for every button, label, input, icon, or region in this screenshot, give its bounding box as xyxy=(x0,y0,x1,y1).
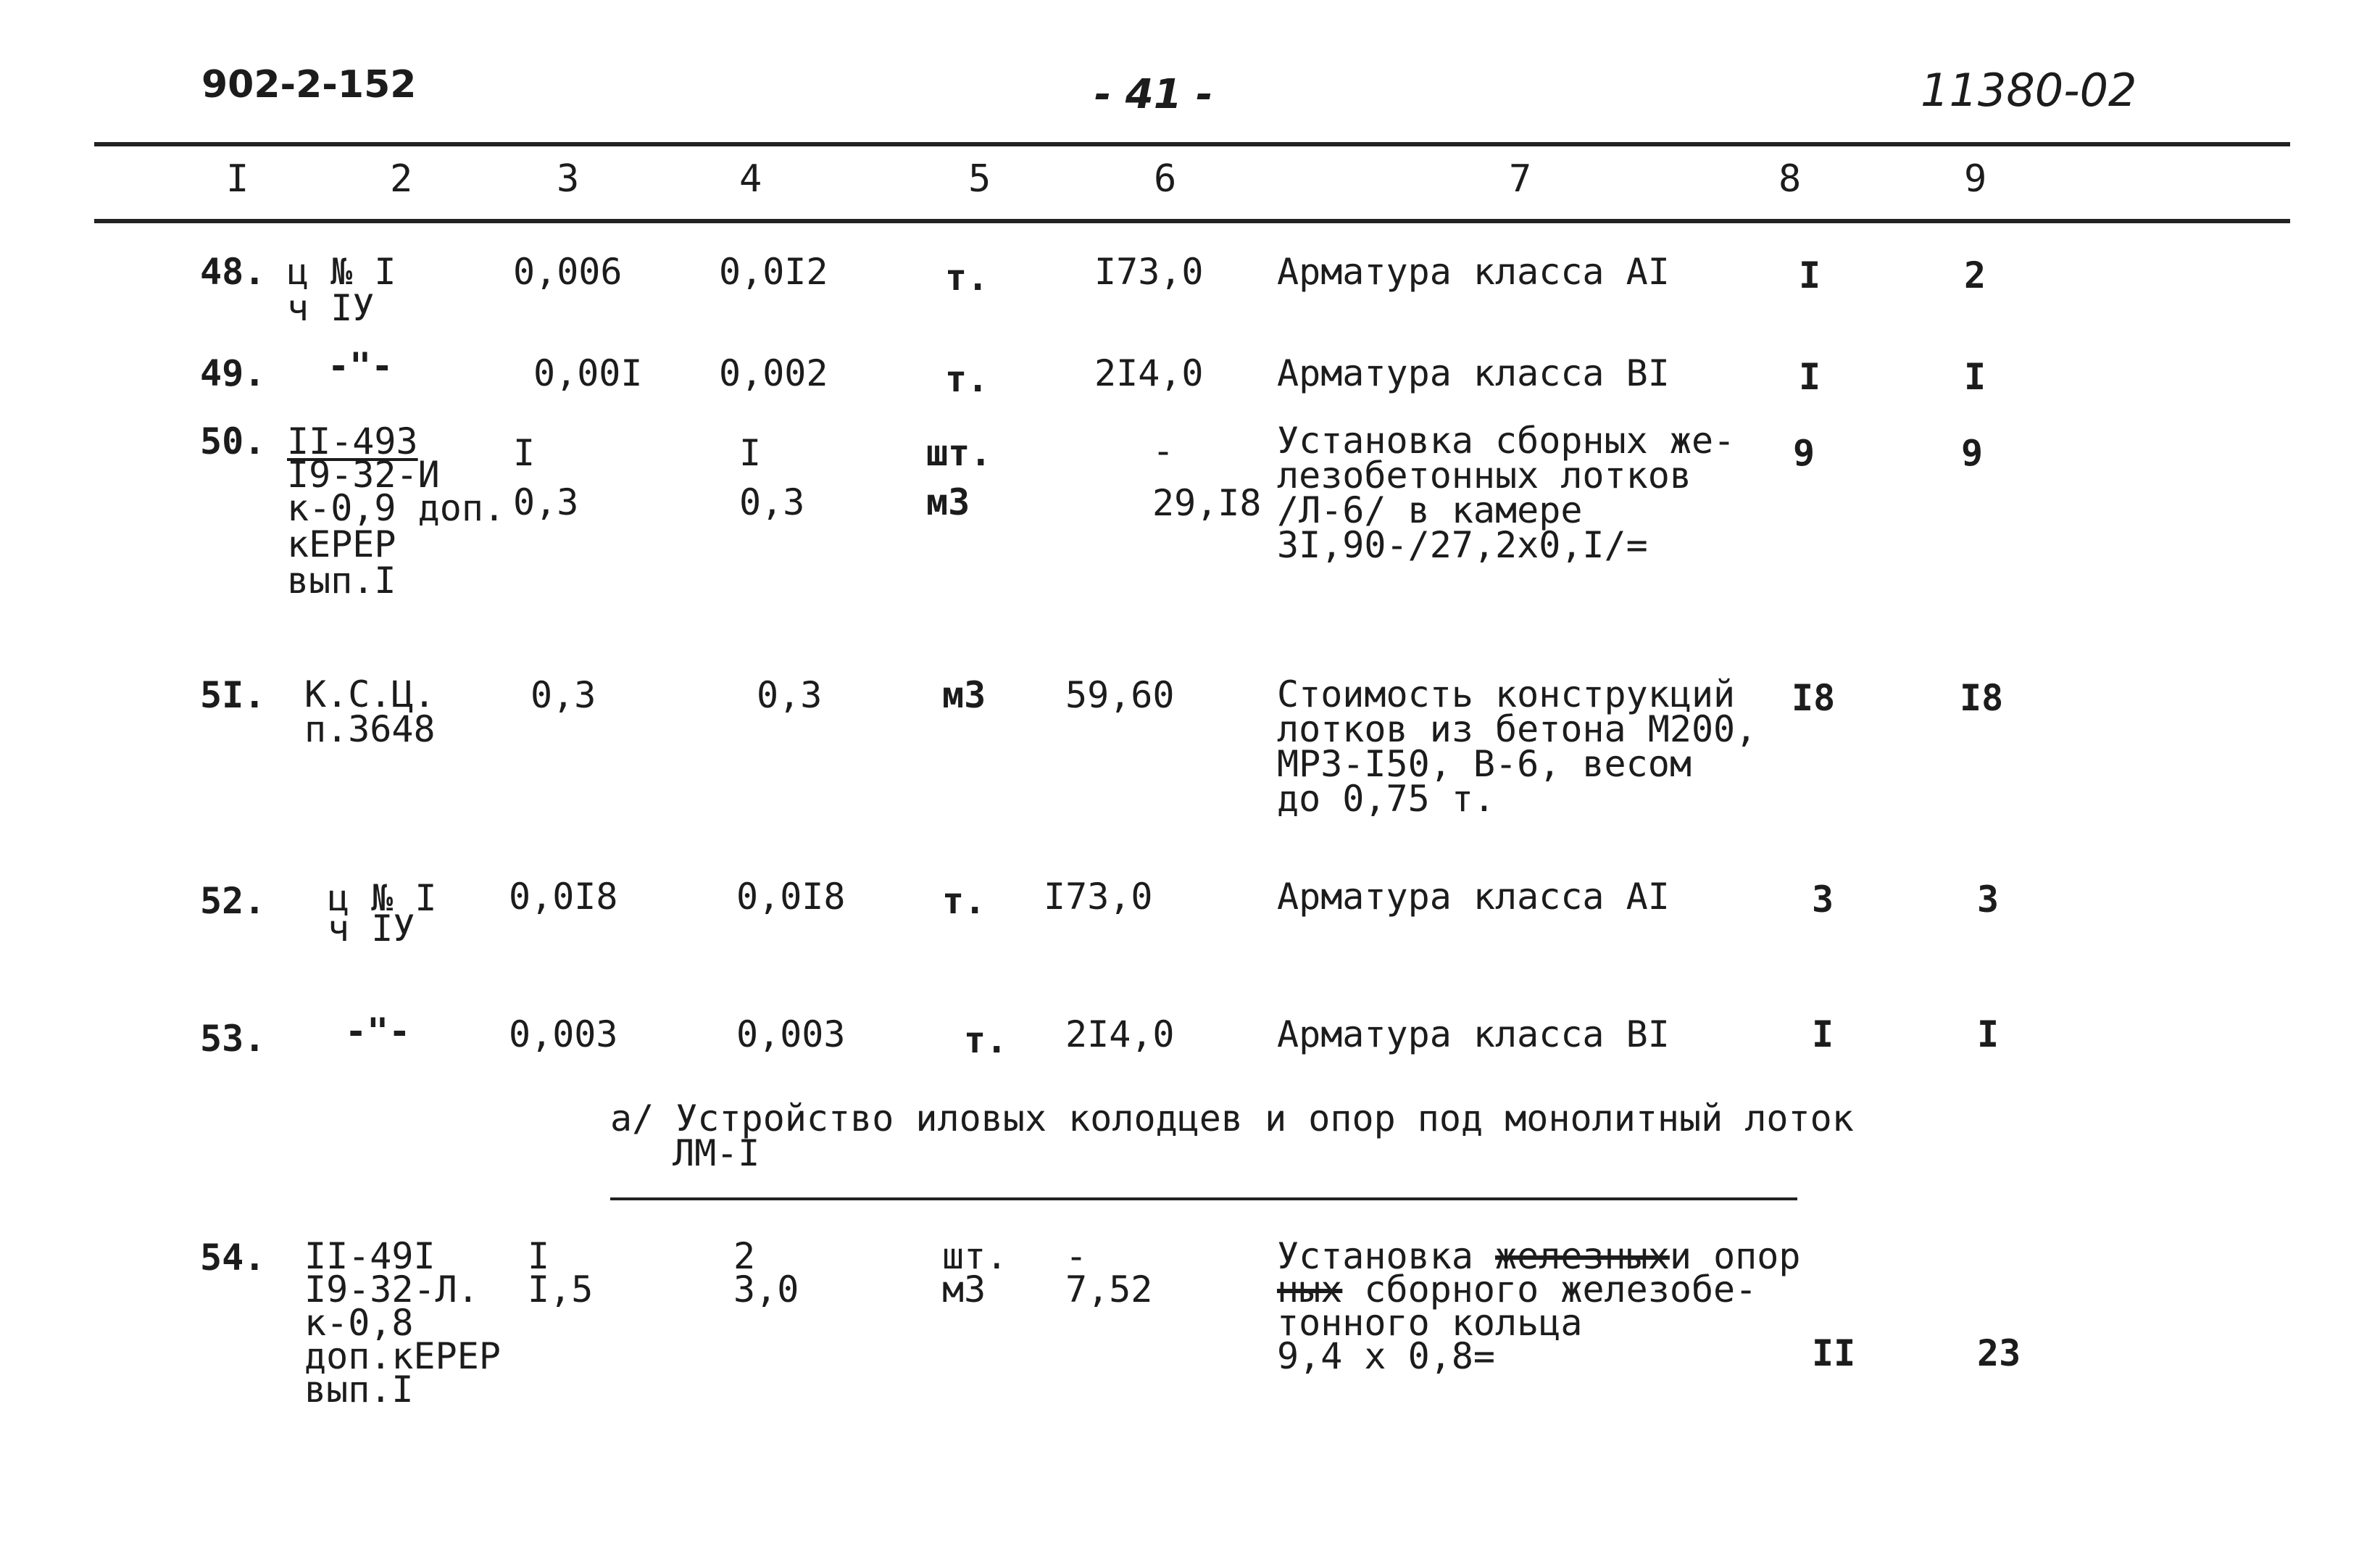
row-number: 5I. xyxy=(200,674,266,716)
norm-reference: II-49I I9-32-Л. к-0,8 доп.кЕРЕР вып.I xyxy=(304,1235,501,1411)
col-header-3: 3 xyxy=(557,157,580,201)
description-text: и опор xyxy=(1669,1235,1801,1277)
work-description: Установка сборных же- лезобетонных лотков /Л-6/ в камере 3I,90-/27,2х0,I/= xyxy=(1277,420,1736,566)
col9-value: I xyxy=(1977,1013,2000,1055)
quantity-per-unit: 0,00I xyxy=(533,352,643,394)
work-description: Арматура класса ВI xyxy=(1277,1013,1670,1055)
work-description: Арматура класса АI xyxy=(1277,876,1670,918)
quantity-per-unit: I 0,3 xyxy=(513,432,579,523)
quantity-total: 0,0I2 xyxy=(719,251,828,293)
row-number: 53. xyxy=(200,1018,266,1060)
quantity-total: 0,0I8 xyxy=(736,876,846,918)
col-header-8: 8 xyxy=(1778,157,1802,201)
norm-reference-numerator: II-493 xyxy=(287,420,418,462)
quantity-per-unit: I I,5 xyxy=(528,1235,594,1311)
header-rule-bottom xyxy=(94,219,2290,223)
description-text: сборного железобе- xyxy=(1342,1268,1757,1311)
work-description xyxy=(1277,1235,1801,1377)
col-header-4: 4 xyxy=(739,157,762,201)
quantity-total: 0,003 xyxy=(736,1013,846,1055)
row-number: 52. xyxy=(200,880,266,922)
archive-number: 11380-02 xyxy=(1921,64,2137,117)
col9-value: 2 xyxy=(1964,254,1986,296)
quantity-per-unit: 0,006 xyxy=(513,251,623,293)
row-number: 54. xyxy=(200,1237,266,1279)
norm-reference-details: к-0,9 доп. кЕРЕР вып.I xyxy=(287,487,506,602)
quantity-per-unit: 0,003 xyxy=(509,1013,618,1055)
col8-value: II xyxy=(1812,1332,1856,1374)
quantity-per-unit: 0,3 xyxy=(530,674,596,716)
col9-value: 3 xyxy=(1977,879,2000,921)
unit-price: 2I4,0 xyxy=(1094,352,1204,394)
col9-value: 23 xyxy=(1977,1332,2021,1374)
col9-value: I xyxy=(1964,356,1986,398)
unit-price: 2I4,0 xyxy=(1065,1013,1175,1055)
col-header-6: 6 xyxy=(1154,157,1177,201)
unit-price: I73,0 xyxy=(1094,251,1204,293)
quantity-total: 0,3 xyxy=(757,674,823,716)
col-header-1: I xyxy=(226,157,249,201)
col8-value: 3 xyxy=(1812,879,1834,921)
col9-value: I8 xyxy=(1960,677,2004,719)
col9-value: 9 xyxy=(1961,432,1984,474)
unit: т. xyxy=(942,880,986,922)
unit-price: 59,60 xyxy=(1065,674,1175,716)
unit: шт. м3 xyxy=(942,1235,1008,1311)
row-number: 48. xyxy=(200,251,266,293)
header-rule-top xyxy=(94,142,2290,146)
col-header-9: 9 xyxy=(1964,157,1987,201)
page-number: - 41 - xyxy=(1094,71,1213,118)
col8-value: I8 xyxy=(1792,677,1836,719)
unit-price: - 7,52 xyxy=(1065,1235,1153,1311)
quantity-total: 2 3,0 xyxy=(733,1235,799,1311)
section-heading-continuation: ЛМ-I xyxy=(673,1132,760,1174)
quantity-total: I 0,3 xyxy=(739,432,805,523)
description-text: Установка xyxy=(1277,1235,1496,1277)
norm-reference: -"- xyxy=(345,1010,411,1052)
description-text: тонного кольца 9,4 х 0,8= xyxy=(1277,1302,1583,1377)
quantity-per-unit: 0,0I8 xyxy=(509,876,618,918)
unit: т. xyxy=(945,257,989,299)
col8-value: I xyxy=(1799,356,1821,398)
col-header-7: 7 xyxy=(1509,157,1532,201)
unit-price: - 29,I8 xyxy=(1152,430,1262,524)
unit: т. xyxy=(964,1019,1008,1061)
col-header-5: 5 xyxy=(968,157,991,201)
norm-reference: ц № I ч IУ xyxy=(287,251,396,329)
norm-reference-denominator: I9-32-И xyxy=(287,454,440,496)
col-header-2: 2 xyxy=(390,157,413,201)
norm-reference: ц № I ч IУ xyxy=(328,877,437,950)
struck-text: ных xyxy=(1277,1268,1343,1311)
unit: т. xyxy=(945,358,989,400)
col8-value: I xyxy=(1799,254,1821,296)
struck-text: железных xyxy=(1495,1235,1670,1277)
work-description: Арматура класса АI xyxy=(1277,251,1670,293)
col8-value: 9 xyxy=(1793,432,1815,474)
work-description: Стоимость конструкций лотков из бетона М200, МРЗ-I50, В-6, весом до 0,75 т. xyxy=(1277,673,1757,820)
document-code: 902-2-152 xyxy=(201,63,417,107)
unit: шт. м3 xyxy=(926,432,992,523)
unit-price: I73,0 xyxy=(1044,876,1153,918)
section-heading: а/ Устройство иловых колодцев и опор под монолитный лоток xyxy=(610,1097,1854,1139)
norm-reference: -"- xyxy=(328,345,394,387)
norm-reference: К.С.Ц. п.3648 xyxy=(304,673,436,750)
row-number: 50. xyxy=(200,420,266,462)
work-description: Арматура класса ВI xyxy=(1277,352,1670,394)
section-heading-rule xyxy=(610,1197,1797,1200)
col8-value: I xyxy=(1812,1013,1834,1055)
quantity-total: 0,002 xyxy=(719,352,828,394)
unit: м3 xyxy=(942,674,986,716)
row-number: 49. xyxy=(200,352,266,394)
